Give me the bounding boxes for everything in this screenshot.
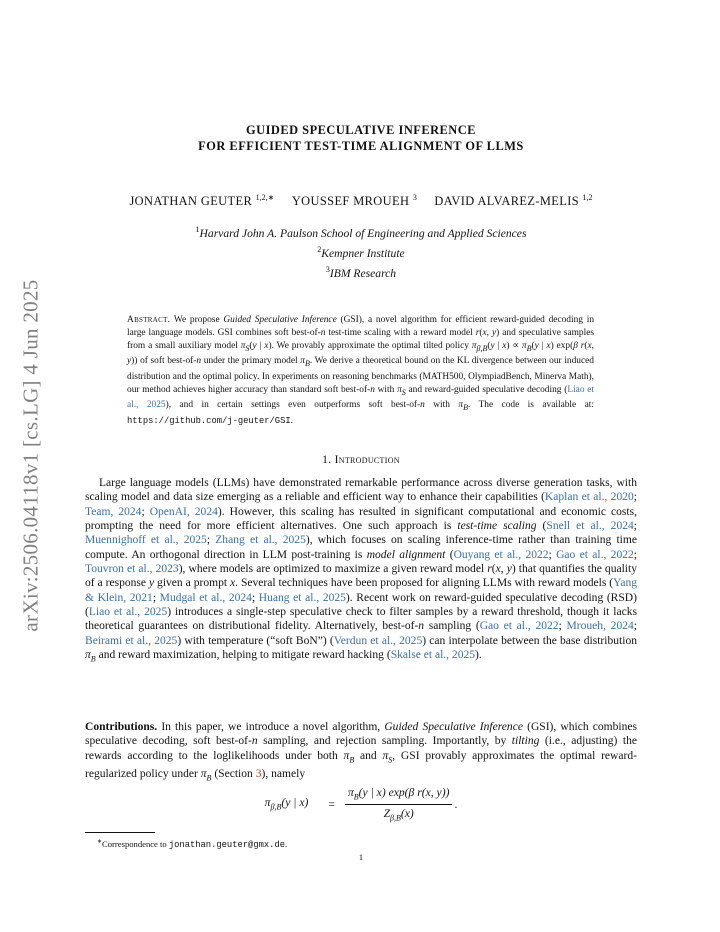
abstract: Abstract. We propose Guided Speculative Inference (GSI), a novel algorithm for efficient reward-guided decoding in large language models. GSI combines soft best-of-n test-time scaling with a reward model r(x, y) and speculative samples from a small auxiliary model πS(y | x). We provably approximate the optimal tilted policy πβ,B(y | x) ∝ πB(y | x) exp(β r(x, y)) of soft best-of-n under the primary model πB. We derive a theoretical bound on the KL divergence between our induced distribution and the optimal policy. In experiments on reasoning benchmarks (MATH500, OlympiadBench, Minerva Math), our method achieves higher accuracy than standard soft best-of-n with πS and reward-guided speculative decoding (Liao et al., 2025), and in certain settings even outperforms soft best-of-n with πB. The code is available at: https://github.com/j-geuter/GSI. bbox=[127, 315, 595, 427]
arxiv-id-text: arXiv:2506.04118v1 [cs.LG] 4 Jun 2025 bbox=[18, 278, 43, 632]
citation-link[interactable]: Gao et al., 2022 bbox=[556, 548, 634, 561]
title-line-2: FOR EFFICIENT TEST-TIME ALIGNMENT OF LLMS bbox=[198, 139, 524, 153]
arxiv-identifier-stamp bbox=[10, 265, 52, 645]
citation-link[interactable]: Mroueh, 2024 bbox=[566, 620, 634, 633]
intro-paragraph-1: Large language models (LLMs) have demonstrated remarkable performance across diverse generation tasks, with scaling model and data size emerging as a reliable and efficient way to enhance their capabilities (Kaplan et al., 2020; Team, 2024; OpenAI, 2024). However, this scaling has resulted in significant computational and economic costs, prompting the need for more efficient alternatives. One such approach is test-time scaling (Snell et al., 2024; Muennighoff et al., 2025; Zhang et al., 2025), which focuses on scaling inference-time rather than training time compute. An orthogonal direction in LLM post-training is model alignment (Ouyang et al., 2022; Gao et al., 2022; Touvron et al., 2023), where models are optimized to maximize a given reward model r(x, y) that quantifies the quality of a response y given a prompt x. Several techniques have been proposed for aligning LLMs with reward models (Yang & Klein, 2021; Mudgal et al., 2024; Huang et al., 2025). Recent work on reward-guided speculative decoding (RSD) (Liao et al., 2025) introduces a single-step speculative check to filter samples by a reward threshold, though it lacks theoretical guarantees on distributional fidelity. Alternatively, best-of-n sampling (Gao et al., 2022; Mroueh, 2024; Beirami et al., 2025) with temperature (“soft BoN”) (Verdun et al., 2025) can interpolate between the base distribution $\pi_B$ and reward maximization, helping to mitigate reward hacking (Skalse et al., 2025). bbox=[85, 477, 638, 664]
section-heading-introduction: 1. Introduction bbox=[322, 453, 400, 466]
affiliation-list bbox=[85, 222, 637, 282]
affiliation-3: $^3$IBM Research bbox=[325, 264, 397, 280]
citation-link[interactable]: Ouyang et al., 2022 bbox=[453, 548, 549, 561]
citation-link[interactable]: Liao et al., 2025 bbox=[127, 384, 595, 411]
citation-link[interactable]: OpenAI, 2024 bbox=[149, 505, 218, 518]
citation-link[interactable]: Beirami et al., 2025 bbox=[85, 634, 178, 647]
citation-link[interactable]: Huang et al., 2025 bbox=[258, 591, 346, 604]
affiliation-1: $^1$Harvard John A. Paulson School of Engineering and Applied Sciences bbox=[195, 225, 527, 240]
citation-link[interactable]: Yang & Klein, 2021 bbox=[85, 577, 638, 604]
citation-link[interactable]: Mudgal et al., 2024 bbox=[159, 591, 252, 604]
citation-link[interactable]: Gao et al., 2022 bbox=[479, 620, 559, 633]
citation-link[interactable]: Muennighoff et al., 2025 bbox=[85, 534, 207, 547]
tilted-policy-equation: $\pi_{\beta,B}(y$ | x) = $\frac{\pi_B(y | x) \exp(\beta r(x, y))}{Z_{\beta,B}(x)}$ . bbox=[264, 786, 458, 822]
citation-link[interactable]: Team, 2024 bbox=[85, 505, 142, 518]
citation-link[interactable]: Zhang et al., 2025 bbox=[215, 534, 306, 547]
author-3: DAVID ALVAREZ-MELIS $^{1,2}$ bbox=[434, 193, 593, 209]
section-ref-link[interactable]: 3 bbox=[255, 768, 262, 781]
title-line-1: GUIDED SPECULATIVE INFERENCE bbox=[246, 123, 476, 137]
abstract-label: Abstract. bbox=[127, 315, 171, 325]
paper-title bbox=[85, 122, 637, 154]
author-2: YOUSSEF MROUEH $^3$ bbox=[291, 193, 417, 209]
citation-link[interactable]: Verdun et al., 2025 bbox=[333, 634, 423, 647]
author-1: JONATHAN GEUTER $^{1,2,∗}$ bbox=[129, 193, 275, 209]
citation-link[interactable]: Snell et al., 2024 bbox=[546, 520, 634, 533]
footnote-rule bbox=[85, 832, 155, 833]
code-url[interactable]: https://github.com/j-geuter/GSI bbox=[127, 416, 291, 427]
contributions-paragraph: Contributions. In this paper, we introduce a novel algorithm, Guided Speculative Inference (GSI), which combines speculative decoding, soft best-of-n sampling, and rejection sampling. Importantly, by tilting (i.e., adjusting) the rewards according to the loglikelihoods under both $\pi_B$ and $\pi_S$, GSI provably approximates the optimal reward-regularized policy under $\pi_B$ (Section 3), namely bbox=[85, 721, 638, 783]
citation-link[interactable]: Liao et al., 2025 bbox=[88, 606, 168, 619]
correspondence-footnote: ∗Correspondence to jonathan.geuter@gmx.de. bbox=[97, 838, 288, 850]
citation-link[interactable]: Skalse et al., 2025 bbox=[390, 649, 476, 662]
author-list bbox=[85, 193, 637, 209]
citation-link[interactable]: Kaplan et al., 2020 bbox=[544, 491, 634, 504]
affiliation-2: $^2$Kempner Institute bbox=[317, 244, 405, 260]
correspondence-email[interactable]: jonathan.geuter@gmx.de bbox=[168, 839, 285, 850]
method-name: Guided Speculative Inference bbox=[223, 315, 337, 325]
citation-link[interactable]: Touvron et al., 2023 bbox=[85, 563, 179, 576]
page-number: 1 bbox=[358, 852, 364, 862]
